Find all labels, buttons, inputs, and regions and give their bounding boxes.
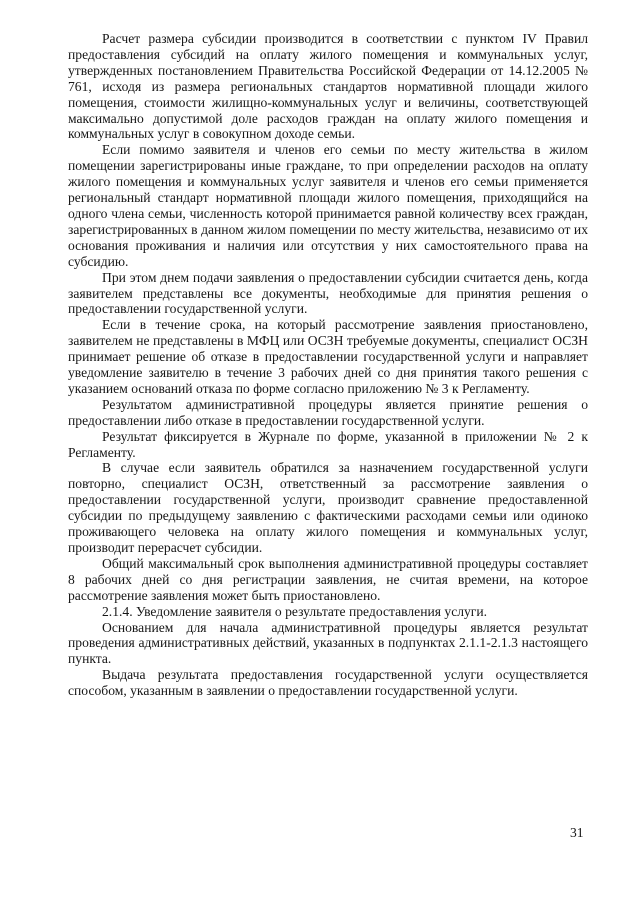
- page-number: 31: [570, 825, 584, 840]
- paragraph-result-journal: Результат фиксируется в Журнале по форме, указанной в приложении № 2 к Регламенту.: [68, 428, 588, 460]
- document-body: [68, 31, 588, 699]
- paragraph-result-delivery: Выдача результата предоставления государственной услуги осуществляется способом, указанным в заявлении о предоставлении государственной услуги.: [68, 667, 588, 699]
- paragraph-procedure-result: Результатом административной процедуры является принятие решения о предоставлении либо отказе в предоставлении государственной услуги.: [68, 396, 588, 428]
- paragraph-max-duration: Общий максимальный срок выполнения административной процедуры составляет 8 рабочих дней со дня регистрации заявления, не считая времени, на которое рассмотрение заявления может быть приостановлено.: [68, 555, 588, 603]
- paragraph-notification-basis: Основанием для начала административной процедуры является результат проведения административных действий, указанных в подпунктах 2.1.1-2.1.3 настоящего пункта.: [68, 619, 588, 667]
- paragraph-suspension-refusal: Если в течение срока, на который рассмотрение заявления приостановлено, заявителем не представлены в МФЦ или ОСЗН требуемые документы, специалист ОСЗН принимает решение об отказе в предоставлении государственной услуги и направляет уведомление заявителю в течение 3 рабочих дней со дня принятия такого решения с указанием оснований отказа по форме согласно приложению № 3 к Регламенту.: [68, 317, 588, 396]
- paragraph-repeat-application: В случае если заявитель обратился за назначением государственной услуги повторно, специалист ОСЗН, ответственный за рассмотрение заявления о предоставлении государственной услуги, производит сравнение предоставленной субсидии по предыдущему заявлению с фактическими расходами семьи или одиноко проживающего человека на оплату жилого помещения и коммунальных услуг, производит перерасчет субсидии.: [68, 460, 588, 555]
- paragraph-subsidy-calculation: Расчет размера субсидии производится в соответствии с пунктом IV Правил предоставления субсидий на оплату жилого помещения и коммунальных услуг, утвержденных постановлением Правительства Российской Федерации от 14.12.2005 № 761, исходя из размера региональных стандартов нормативной площади жилого помещения, стоимости жилищно-коммунальных услуг и величины, соответствующей максимально допустимой доле расходов граждан на оплату жилого помещения и коммунальных услуг в совокупном доходе семьи.: [68, 31, 588, 142]
- paragraph-other-registered-citizens: Если помимо заявителя и членов его семьи по месту жительства в жилом помещении зарегистрированы иные граждане, то при определении расходов на оплату жилого помещения и коммунальных услуг заявителя и членов его семьи применяется региональный стандарт нормативной площади жилого помещения, приходящийся на одного члена семьи, численность которой принимается равной количеству всех граждан, зарегистрированных в данном жилом помещении по месту жительства, независимо от их основания проживания и наличия или отсутствия у них самостоятельного права на субсидию.: [68, 142, 588, 269]
- paragraph-application-date: При этом днем подачи заявления о предоставлении субсидии считается день, когда заявителем представлены все документы, необходимые для принятия решения о предоставлении государственной услуги.: [68, 269, 588, 317]
- section-heading-2-1-4: 2.1.4. Уведомление заявителя о результате предоставления услуги.: [102, 603, 488, 619]
